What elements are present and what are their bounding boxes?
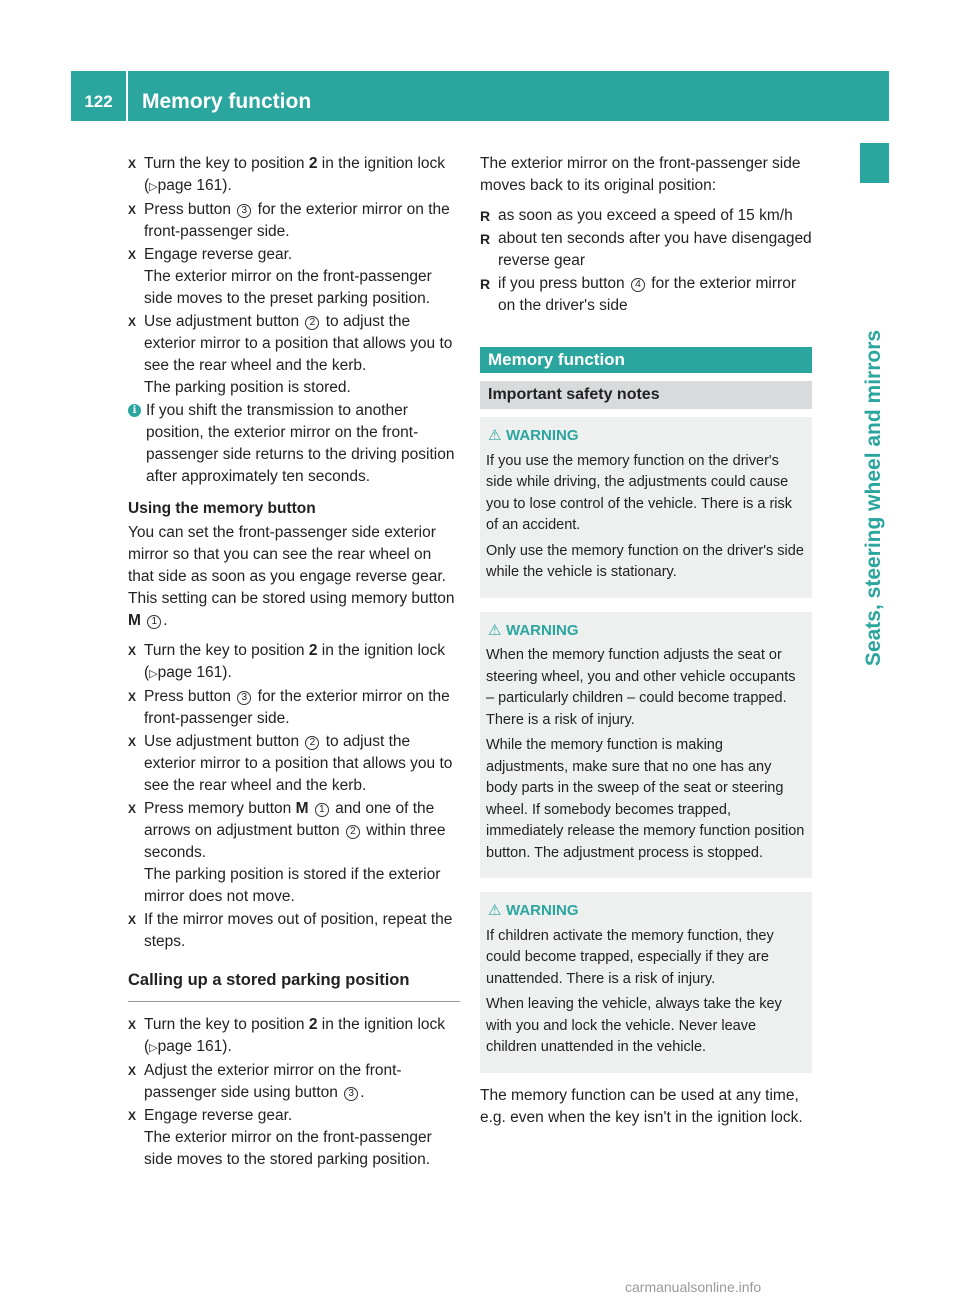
watermark: carmanualsonline.info [625,1279,762,1295]
step-result: The parking position is stored. [144,379,351,396]
warning-box [480,417,812,598]
step-item: X Adjust the exterior mirror on the front-passenger side using button 3 . [128,1062,402,1101]
page-title: Memory function [142,90,312,113]
page-ref-icon: ▷ [149,668,158,680]
mirror-return-list [480,205,812,317]
step-result: The parking position is stored if the exterior mirror does not move. [144,866,441,905]
list-item: R as soon as you exceed a speed of 15 km/h [480,205,812,227]
steps-group-b [128,640,460,953]
step-item: X Press button 3 for the exterior mirror on the front-passenger side. [128,201,450,240]
step-item: X Use adjustment button 2 to adjust the exterior mirror to a position that allows you to see the rear wheel and the kerb. [128,733,453,794]
info-note: i If you shift the transmission to another position, the exterior mirror on the front-passenger side returns to the driving position after approximately ten seconds. [128,400,460,488]
warning-heading: ⚠ WARNING [486,425,806,447]
steps-group-a [128,153,460,399]
step-result: The exterior mirror on the front-passenger side moves to the preset parking position. [144,268,432,307]
right-column [480,153,812,1129]
step-marker-icon: X [128,1018,137,1032]
page-number: 122 [84,92,113,111]
page-ref-link[interactable]: page 161 [157,1038,223,1055]
header-divider [126,71,128,121]
chapter-label: Seats, steering wheel and mirrors [862,329,885,667]
step-item: X Press button 3 for the exterior mirror on the front-passenger side. [128,688,450,727]
warning-icon: ⚠ [488,902,502,919]
warning-icon: ⚠ [488,427,502,444]
warning-text: If you use the memory function on the driver's side while driving, the adjustments could cause you to lose control of the vehicle. There is a risk of an accident. [486,452,792,533]
page-ref-link[interactable]: page 161 [157,177,223,194]
warning-text: Only use the memory function on the driver's side while the vehicle is stationary. [486,542,804,580]
button-ref-icon: 3 [237,691,251,705]
step-result: The exterior mirror on the front-passenger side moves to the stored parking position. [144,1129,432,1168]
list-item: R about ten seconds after you have disengaged reverse gear [480,230,812,269]
step-item: X Turn the key to position 2 in the ignition lock (▷page 161). [128,1016,446,1055]
page-ref-icon: ▷ [149,1042,158,1054]
bullet-marker-icon: R [480,231,491,247]
button-ref-icon: 1 [147,615,161,629]
subsection-title: Important safety notes [480,381,812,409]
chapter-tab [860,143,889,183]
button-ref-icon: 3 [344,1087,358,1101]
memory-button-paragraph: You can set the front-passenger side exterior mirror so that you can see the rear wheel on that side as soon as you engage reverse gear. This setting can be stored using memory button M 1 . [128,524,455,629]
info-icon: i [128,404,141,417]
button-ref-icon: 2 [346,825,360,839]
button-ref-icon: 3 [237,204,251,218]
step-marker-icon: X [128,248,137,262]
step-item: X Press memory button M 1 and one of the arrows on adjustment button 2 within three seconds. The parking position is stored if the exterior mirror does not move. [128,798,460,908]
bullet-marker-icon: R [480,208,491,224]
step-marker-icon: X [128,690,137,704]
step-item: X Turn the key to position 2 in the ignition lock (▷page 161). [128,155,446,194]
step-marker-icon: X [128,157,137,171]
step-marker-icon: X [128,203,137,217]
mirror-return-intro: The exterior mirror on the front-passenger side moves back to its original position: [480,155,801,194]
page-ref-link[interactable]: page 161 [157,664,223,681]
step-marker-icon: X [128,802,137,816]
step-marker-icon: X [128,1109,137,1123]
step-marker-icon: X [128,1064,137,1078]
warning-text: When leaving the vehicle, always take the key with you and lock the vehicle. Never leave children unattended in the vehicle. [486,996,782,1055]
step-item: X Engage reverse gear. The exterior mirror on the front-passenger side moves to the stored parking position. [128,1105,460,1171]
memory-button-heading: Using the memory button [128,500,316,517]
button-ref-icon: 2 [305,316,319,330]
list-item: R if you press button 4 for the exterior mirror on the driver's side [480,275,796,314]
warning-heading: ⚠ WARNING [486,620,806,642]
step-item: X Engage reverse gear. The exterior mirror on the front-passenger side moves to the preset parking position. [128,244,460,310]
warning-text: If children activate the memory function, they could become trapped, especially if they are unattended. There is a risk of injury. [486,927,774,987]
step-item: X Turn the key to position 2 in the ignition lock (▷page 161). [128,642,446,681]
button-ref-icon: 4 [631,278,645,292]
step-marker-icon: X [128,735,137,749]
step-marker-icon: X [128,644,137,658]
page-ref-icon: ▷ [149,181,158,193]
warning-text: While the memory function is making adjustments, make sure that no one has any body parts in the sweep of the seat or steering wheel. If somebody becomes trapped, immediately release the memory function position button. The adjustment process is stopped. [486,737,805,861]
warning-box [480,892,812,1073]
steps-group-c [128,1014,460,1171]
button-ref-icon: 1 [315,803,329,817]
step-item: X Use adjustment button 2 to adjust the exterior mirror to a position that allows you to see the rear wheel and the kerb. The parking position is stored. [128,311,460,399]
step-item: X If the mirror moves out of position, repeat the steps. [128,911,453,950]
bullet-marker-icon: R [480,276,491,292]
step-marker-icon: X [128,913,137,927]
left-column [128,153,460,1172]
calling-up-heading: Calling up a stored parking position [128,969,460,1002]
warning-box [480,612,812,879]
warning-text: When the memory function adjusts the seat or steering wheel, you and other vehicle occupants – particularly children – could become trapped. There is a risk of injury. [486,647,796,728]
warning-icon: ⚠ [488,621,502,639]
section-title: Memory function [480,347,812,373]
button-ref-icon: 2 [305,736,319,750]
closing-paragraph: The memory function can be used at any time, e.g. even when the key isn't in the ignition lock. [480,1086,803,1126]
step-marker-icon: X [128,315,137,329]
warning-heading: ⚠ WARNING [486,900,806,922]
